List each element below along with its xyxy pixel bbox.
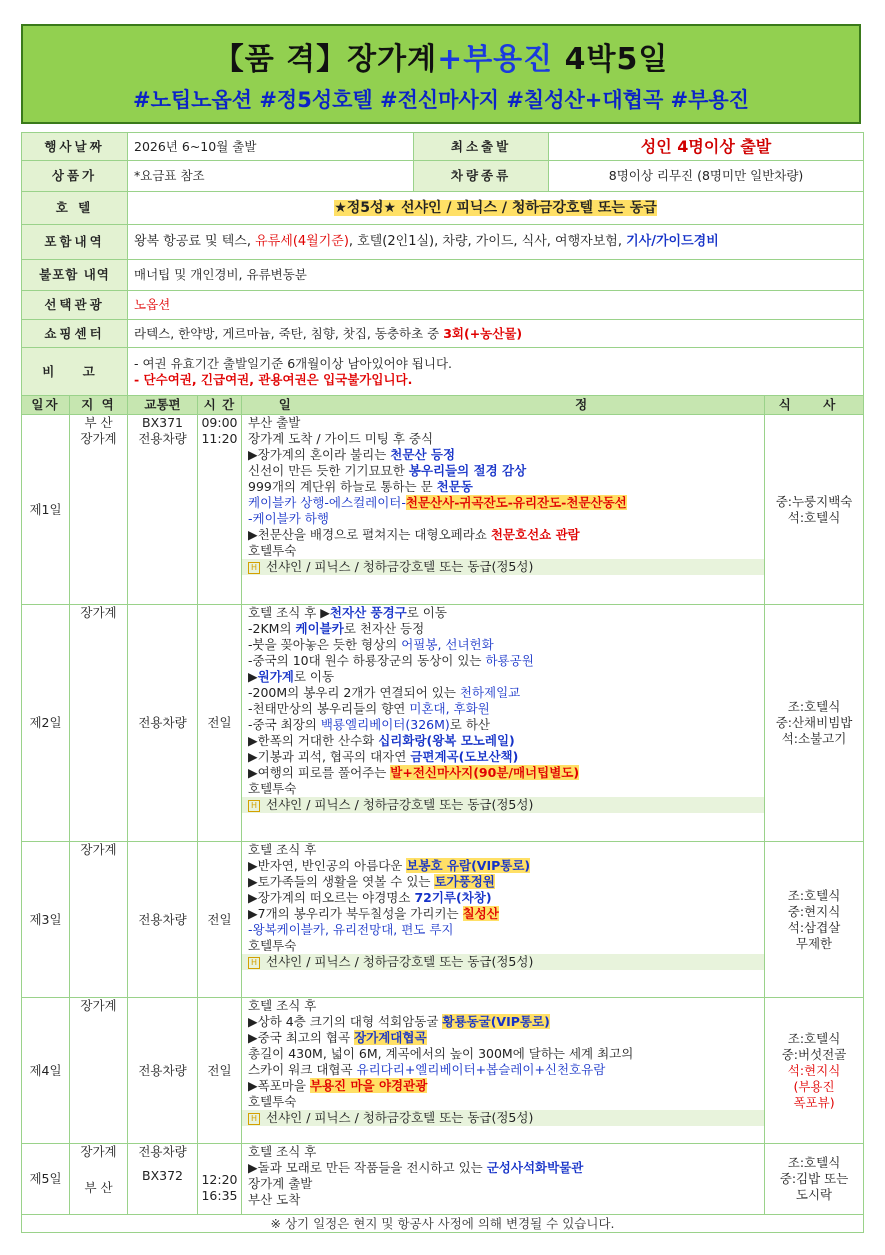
text: -2KM의 [248, 621, 296, 636]
highlight: 토가풍정원 [434, 874, 495, 889]
hotel-line-text: 선샤인 / 피닉스 / 청하금강호텔 또는 동급(정5성) [266, 954, 534, 969]
hotel-icon: H [248, 800, 260, 812]
page-title [23, 34, 859, 78]
row-shopping [22, 320, 864, 348]
title-plus: +부용진 [437, 42, 554, 77]
day-4-meal-2: 석:현지식 (부용진 폭포뷰) [787, 1062, 841, 1110]
hotel-value: ★정5성★ 선샤인 / 피닉스 / 청하금강호텔 또는 동급 [334, 200, 657, 216]
row-included [22, 225, 864, 260]
day-2-meal: 조:호텔식 중:산채비빔밥 석:소불고기 [765, 605, 864, 842]
col-meal: 식 사 [765, 396, 864, 415]
day-5-meal: 조:호텔식 중:김밥 또는 도시락 [765, 1144, 864, 1215]
title-prefix: 【품 격】장가계 [213, 42, 438, 77]
day-4-schedule [242, 998, 765, 1144]
day-2-vehicle: 전용차량 [128, 605, 198, 842]
highlight: 발+전신마사지(90분/매너팁별도) [390, 765, 580, 780]
schedule-line: -케이블카 하행 [248, 511, 329, 526]
text: ▶토가족들의 생활을 엿볼 수 있는 [248, 874, 435, 889]
schedule-line [248, 1030, 758, 1046]
hotel-line [242, 954, 764, 970]
schedule-line [248, 495, 758, 511]
highlight: 장가계대협곡 [354, 1030, 427, 1045]
row-options [22, 291, 864, 320]
day-5-region-2: 부 산 [84, 1180, 113, 1195]
highlight: 케이블카 [295, 621, 344, 636]
highlight: 군성사석화박물관 [486, 1160, 584, 1175]
car-label: 차량종류 [414, 161, 549, 192]
day-2-schedule [242, 605, 765, 842]
hotel-line [242, 1110, 764, 1126]
schedule-line [248, 874, 758, 890]
min-label: 최소출발 [414, 133, 549, 161]
incl-fuel: 유류세(4월기준) [255, 234, 349, 249]
schedule-line: 호텔투숙 [248, 1094, 297, 1109]
day-4-meal-1: 조:호텔식 중:버섯전골 [781, 1030, 847, 1062]
schedule-line [248, 637, 758, 653]
day-1-schedule [242, 415, 765, 605]
text: -붓을 꽂아놓은 듯한 형상의 [248, 637, 402, 652]
col-schedule: 일 정 [242, 396, 765, 415]
day-5-flight: BX372 [142, 1168, 183, 1183]
footer-row [22, 1215, 864, 1233]
text: -천태만상의 봉우리들의 향연 [248, 701, 410, 716]
text: 스카이 워크 대협곡 [248, 1062, 357, 1077]
schedule-line [248, 858, 758, 874]
schedule-line [248, 765, 758, 781]
day-5-row [22, 1144, 864, 1215]
day-4-time: 전일 [198, 998, 242, 1144]
text: 999개의 계단위 하늘로 통하는 문 [248, 479, 437, 494]
row-hotel [22, 192, 864, 225]
text: ▶장가계의 혼이라 불리는 [248, 447, 391, 462]
hotel-line-text: 선샤인 / 피닉스 / 청하금강호텔 또는 동급(정5성) [266, 1110, 534, 1125]
schedule-line [248, 749, 758, 765]
text: 로 이동 [406, 605, 447, 620]
day-3-time: 전일 [198, 842, 242, 998]
schedule-line [248, 605, 758, 621]
schedule-line: -왕복케이블카, 유리전망대, 편도 루지 [248, 922, 454, 937]
excluded-label: 불포함 내역 [22, 260, 128, 291]
title-banner [21, 24, 861, 124]
schedule-line [248, 653, 758, 669]
day-3-vehicle: 전용차량 [128, 842, 198, 998]
text: -200M의 봉우리 2개가 연결되어 있는 [248, 685, 460, 700]
min-value: 성인 4명이상 출발 [549, 133, 864, 161]
day-2-region: 장가계 [70, 605, 128, 842]
title-suffix: 4박5일 [553, 42, 669, 77]
price-label: 상품가 [22, 161, 128, 192]
text: ▶상하 4층 크기의 대형 석회암동굴 [248, 1014, 443, 1029]
day-4-meal [765, 998, 864, 1144]
shopping-count: 3회(+농산물) [443, 325, 523, 341]
note-1: - 여권 유효기간 출발일기준 6개월이상 남아있어야 됩니다. [134, 355, 453, 371]
col-transport: 교통편 [128, 396, 198, 415]
text: ▶반자연, 반인공의 아름다운 [248, 858, 407, 873]
incl-text-2: , 호텔(2인1실), 차량, 가이드, 식사, 여행자보험, [348, 234, 627, 249]
highlight: 어필봉, 선녀헌화 [401, 637, 494, 652]
day-3-row [22, 842, 864, 998]
day-3-meal: 조:호텔식 중:현지식 석:삼겹살 무제한 [765, 842, 864, 998]
schedule-line [248, 527, 758, 543]
row-notes [22, 348, 864, 396]
car-value: 8명이상 리무진 (8명미만 일반차량) [549, 161, 864, 192]
schedule-line [248, 447, 758, 463]
highlight: 천문호선쇼 관람 [490, 527, 580, 542]
day-5-label: 제5일 [22, 1144, 70, 1215]
text: 케이블카 상행-에스컬레이터- [248, 495, 406, 510]
shopping-label: 쇼핑센터 [22, 320, 128, 348]
schedule-line [248, 463, 758, 479]
day-2-row [22, 605, 864, 842]
schedule-line [248, 1078, 758, 1094]
highlight: 천문산 등정 [390, 447, 456, 462]
text: ▶한폭의 거대한 산수화 [248, 733, 379, 748]
schedule-line: 호텔 조식 후 [248, 998, 317, 1013]
highlight: 천문동 [436, 479, 473, 494]
text: 로 하산 [449, 717, 490, 732]
text: -중국의 10대 원수 하룡장군의 동상이 있는 [248, 653, 486, 668]
highlight: 천자산 풍경구 [329, 605, 407, 620]
footer-note: ※ 상기 일정은 현지 및 항공사 사정에 의해 변경될 수 있습니다. [22, 1215, 864, 1233]
hotel-line [242, 559, 764, 575]
highlight: 백룡엘리베이터(326M) [320, 717, 450, 732]
schedule-line [248, 733, 758, 749]
text: ▶돌과 모래로 만든 작품들을 전시하고 있는 [248, 1160, 487, 1175]
schedule-line [248, 906, 758, 922]
day-2-time: 전일 [198, 605, 242, 842]
day-4-region: 장가계 [70, 998, 128, 1144]
day-1-flight: BX371 [142, 415, 183, 430]
highlight: 금편계곡(도보산책) [410, 749, 519, 764]
day-1-region-2: 장가계 [80, 431, 117, 446]
schedule-line [248, 890, 758, 906]
text: ▶여행의 피로를 풀어주는 [248, 765, 391, 780]
text: ▶기봉과 괴석, 협곡의 대자연 [248, 749, 411, 764]
schedule-line [248, 479, 758, 495]
highlight: 천문산사-귀곡잔도-유리잔도-천문산동선 [405, 495, 627, 510]
day-1-region-1: 부 산 [84, 415, 113, 430]
day-3-label: 제3일 [22, 842, 70, 998]
schedule-line: 부산 출발 [248, 415, 301, 430]
hotel-icon: H [248, 1113, 260, 1125]
schedule-line: 호텔 조식 후 [248, 1144, 317, 1159]
day-5-time-2: 16:35 [201, 1188, 238, 1203]
schedule-line: 장가계 도착 / 가이드 미팅 후 중식 [248, 431, 434, 446]
text: 호텔 조식 후 ▶ [248, 605, 330, 620]
hotel-label: 호 텔 [22, 192, 128, 225]
day-3-region: 장가계 [70, 842, 128, 998]
highlight: 황룡동굴(VIP통로) [442, 1014, 550, 1029]
highlight: 천하제일교 [459, 685, 521, 700]
highlight: 72기루(차창) [414, 890, 492, 905]
schedule-line: 총길이 430M, 넓이 6M, 계곡에서의 높이 300M에 달하는 세계 최고의 [248, 1046, 634, 1061]
schedule-line [248, 1014, 758, 1030]
notes-label: 비 고 [22, 348, 128, 396]
day-3-schedule [242, 842, 765, 998]
day-1-label: 제1일 [22, 415, 70, 605]
text: ▶천문산을 배경으로 펼쳐지는 대형오페라쇼 [248, 527, 491, 542]
included-label: 포함내역 [22, 225, 128, 260]
text: ▶ [248, 669, 258, 684]
note-2: - 단수여권, 긴급여권, 관용여권은 입국불가입니다. [134, 371, 413, 387]
day-5-time-1: 12:20 [201, 1172, 238, 1187]
row-price [22, 161, 864, 192]
shopping-value: 라텍스, 한약방, 게르마늄, 죽탄, 침향, 찻집, 동충하초 중 [134, 325, 444, 341]
day-1-time-2: 11:20 [201, 431, 238, 446]
highlight: 유리다리+엘리베이터+봅슬레이+신천호유람 [356, 1062, 606, 1077]
col-time: 시 간 [198, 396, 242, 415]
schedule-line: 장가계 출발 [248, 1176, 313, 1191]
day-2-label: 제2일 [22, 605, 70, 842]
options-value: 노옵션 [128, 291, 864, 320]
itinerary-table [21, 132, 864, 1233]
schedule-line [248, 717, 758, 733]
col-day: 일자 [22, 396, 70, 415]
hotel-line-text: 선샤인 / 피닉스 / 청하금강호텔 또는 동급(정5성) [266, 559, 534, 574]
day-5-schedule [242, 1144, 765, 1215]
text: -중국 최장의 [248, 717, 321, 732]
day-4-row [22, 998, 864, 1144]
schedule-line: 호텔투숙 [248, 938, 297, 953]
col-region: 지 역 [70, 396, 128, 415]
day-4-label: 제4일 [22, 998, 70, 1144]
schedule-line [248, 685, 758, 701]
hotel-line-text: 선샤인 / 피닉스 / 청하금강호텔 또는 동급(정5성) [266, 797, 534, 812]
day-4-vehicle: 전용차량 [128, 998, 198, 1144]
options-label: 선택관광 [22, 291, 128, 320]
row-excluded [22, 260, 864, 291]
price-value: *요금표 참조 [128, 161, 414, 192]
schedule-line: 호텔 조식 후 [248, 842, 317, 857]
schedule-line: 호텔투숙 [248, 543, 297, 558]
hotel-icon: H [248, 957, 260, 969]
highlight: 십리화랑(왕복 모노레일) [378, 733, 515, 748]
hashtags: #노팁노옵션 #정5성호텔 #전신마사지 #칠성산+대협곡 #부용진 [132, 88, 749, 112]
text: 로 이동 [293, 669, 335, 684]
day-5-vehicle: 전용차량 [138, 1144, 187, 1159]
highlight: 원가계 [257, 669, 294, 684]
highlight: 칠성산 [462, 906, 499, 921]
text: ▶7개의 봉우리가 북두칠성을 가리키는 [248, 906, 463, 921]
day-5-region-1: 장가계 [80, 1144, 117, 1159]
highlight: 하룡공원 [485, 653, 534, 668]
text: ▶중국 최고의 협곡 [248, 1030, 355, 1045]
incl-guide: 기사/가이드경비 [626, 234, 719, 249]
hotel-icon: H [248, 562, 260, 574]
highlight: 보봉호 유람(VIP통로) [406, 858, 531, 873]
column-header-row [22, 396, 864, 415]
text: 로 천자산 등정 [343, 621, 425, 636]
text: ▶장가계의 떠오르는 야경명소 [248, 890, 415, 905]
text: 신선이 만든 듯한 기기묘묘한 [248, 463, 409, 478]
date-value: 2026년 6~10월 출발 [128, 133, 414, 161]
date-label: 행사날짜 [22, 133, 128, 161]
highlight: 부용진 마을 야경관광 [309, 1078, 428, 1093]
day-1-vehicle: 전용차량 [138, 431, 187, 446]
excluded-value: 매너팁 및 개인경비, 유류변동분 [128, 260, 864, 291]
highlight: 미혼대, 후화원 [409, 701, 490, 716]
day-1-time-1: 09:00 [201, 415, 238, 430]
schedule-line [248, 621, 758, 637]
incl-text: 왕복 항공료 및 텍스, [134, 234, 256, 249]
schedule-line: 부산 도착 [248, 1192, 301, 1207]
schedule-line [248, 1062, 758, 1078]
schedule-line: 호텔투숙 [248, 781, 297, 796]
schedule-line [248, 701, 758, 717]
day-1-meal: 중:누룽지백숙 석:호텔식 [765, 415, 864, 605]
day-1-row [22, 415, 864, 605]
schedule-line [248, 669, 758, 685]
text: ▶폭포마을 [248, 1078, 310, 1093]
schedule-line [248, 1160, 758, 1176]
row-date [22, 133, 864, 161]
highlight: 봉우리들의 절경 감상 [408, 463, 527, 478]
hotel-line [242, 797, 764, 813]
